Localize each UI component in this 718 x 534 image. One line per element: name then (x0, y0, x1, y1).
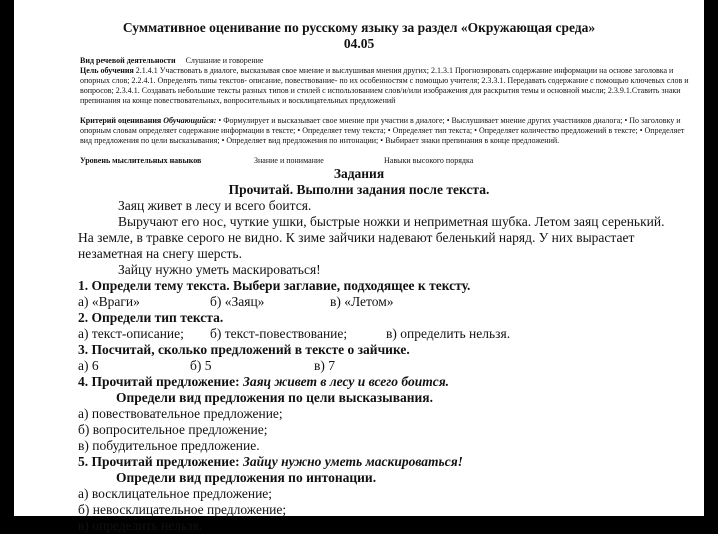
question-4-option-a: а) повествовательное предложение; (78, 406, 283, 421)
criteria-label: Критерий оценивания (80, 116, 162, 125)
criteria-block (80, 116, 694, 146)
question-2-option-c: в) определить нельзя. (386, 326, 511, 341)
worksheet-page (14, 0, 704, 533)
question-4-option-b: б) вопросительное предложение; (78, 422, 268, 437)
criteria-learner: Обучающийся: (163, 116, 217, 125)
goals-block (80, 66, 694, 106)
criteria-text: • Формулирует и высказывает свое мнение при участии в диалоге; • Выслушивает мнение других участников диалога; • По заголовку и опорным словам определяет содержание информации в тексте; • Определяет тему текста; • Определяет тип текста; • Определяет количество предложений в тексте; • Определяет вид предложения по цели высказывания; • Определяет вид предложения по интонации; • Выбирает знаки препинания в конце предложений. (80, 116, 685, 145)
question-5-option-c: в) определить нельзя. (78, 518, 203, 533)
text-paragraph-3: Зайцу нужно уметь маскироваться! (118, 262, 321, 277)
question-2-title: 2. Определи тип текста. (78, 310, 224, 325)
question-3-title: 3. Посчитай, сколько предложений в тексте о зайчике. (78, 342, 410, 357)
question-5-option-b: б) невосклицательное предложение; (78, 502, 287, 517)
question-4-title: 4. Прочитай предложение: (78, 374, 240, 389)
question-5-quote: Зайцу нужно уметь маскироваться! (242, 454, 463, 469)
activity-label: Вид речевой деятельности (80, 56, 176, 65)
question-1-option-c: в) «Летом» (330, 294, 394, 309)
goals-text: 2.1.4.1 Участвовать в диалоге, высказывая свое мнение и выслушивая мнения других; 2.1.3.1 Прогнозировать содержание информации на основе заголовка и опорных слов; 2.2.4.1. Определять типы текстов- описание, повествование- по их особенностям с помощью учителя; 2.3.3.1. Передавать содержание с помощью ключевых слов и вопросов; 2.3.4.1. Создавать небольшие тексты разных типов и стилей с использованием слов/и/или изображения для раскрытия темы и основной мысли; 2.3.9.1.Ставить знаки препинания на конце повествовательных, вопросительных и восклицательных предложений (80, 66, 689, 105)
question-4-title-row (78, 374, 449, 390)
question-2-option-a: а) текст-описание; (78, 326, 184, 341)
read-instruction: Прочитай. Выполни задания после текста. (228, 182, 490, 197)
question-5-option-a: а) восклицательное предложение; (78, 486, 273, 501)
text-paragraph-2-line-1: Выручают его нос, чуткие ушки, быстрые ножки и неприметная шубка. Летом заяц серенький. (118, 214, 665, 229)
question-3-option-c: в) 7 (314, 358, 335, 373)
question-1-option-b: б) «Заяц» (210, 294, 265, 309)
levels-label: Уровень мыслительных навыков (80, 156, 202, 165)
levels-row (80, 156, 201, 166)
text-paragraph-2-line-3: незаметная на снегу шерсть. (78, 246, 242, 261)
question-1-title: 1. Определи тему текста. Выбери заглавие, подходящее к тексту. (78, 278, 471, 293)
text-paragraph-1: Заяц живет в лесу и всего боится. (118, 198, 312, 213)
question-3-option-a: а) 6 (78, 358, 99, 373)
question-2-option-b: б) текст-повествование; (210, 326, 348, 341)
question-4-option-c: в) побудительное предложение. (78, 438, 260, 453)
question-4-quote: Заяц живет в лесу и всего боится. (242, 374, 450, 389)
activity-row (80, 56, 263, 66)
question-5-title-row (78, 454, 463, 470)
page-date: 04.05 (343, 36, 375, 51)
question-5-title: 5. Прочитай предложение: (78, 454, 240, 469)
level-1: Знание и понимание (254, 156, 324, 165)
level-2: Навыки высокого порядка (384, 156, 474, 165)
page-title: Суммативное оценивание по русскому языку за раздел «Окружающая среда» (122, 20, 596, 35)
question-5-subtitle: Определи вид предложения по интонации. (116, 470, 377, 485)
activity-value: Слушание и говорение (185, 56, 264, 65)
text-paragraph-2-line-2: На земле, в травке серого не видно. К зиме зайчики надевают беленький наряд. У них вырастает (78, 230, 635, 245)
question-1-option-a: а) «Враги» (78, 294, 140, 309)
tasks-heading: Задания (333, 166, 385, 181)
question-4-subtitle: Определи вид предложения по цели высказывания. (116, 390, 433, 405)
question-3-option-b: б) 5 (190, 358, 212, 373)
goals-label: Цель обучения (80, 66, 134, 75)
